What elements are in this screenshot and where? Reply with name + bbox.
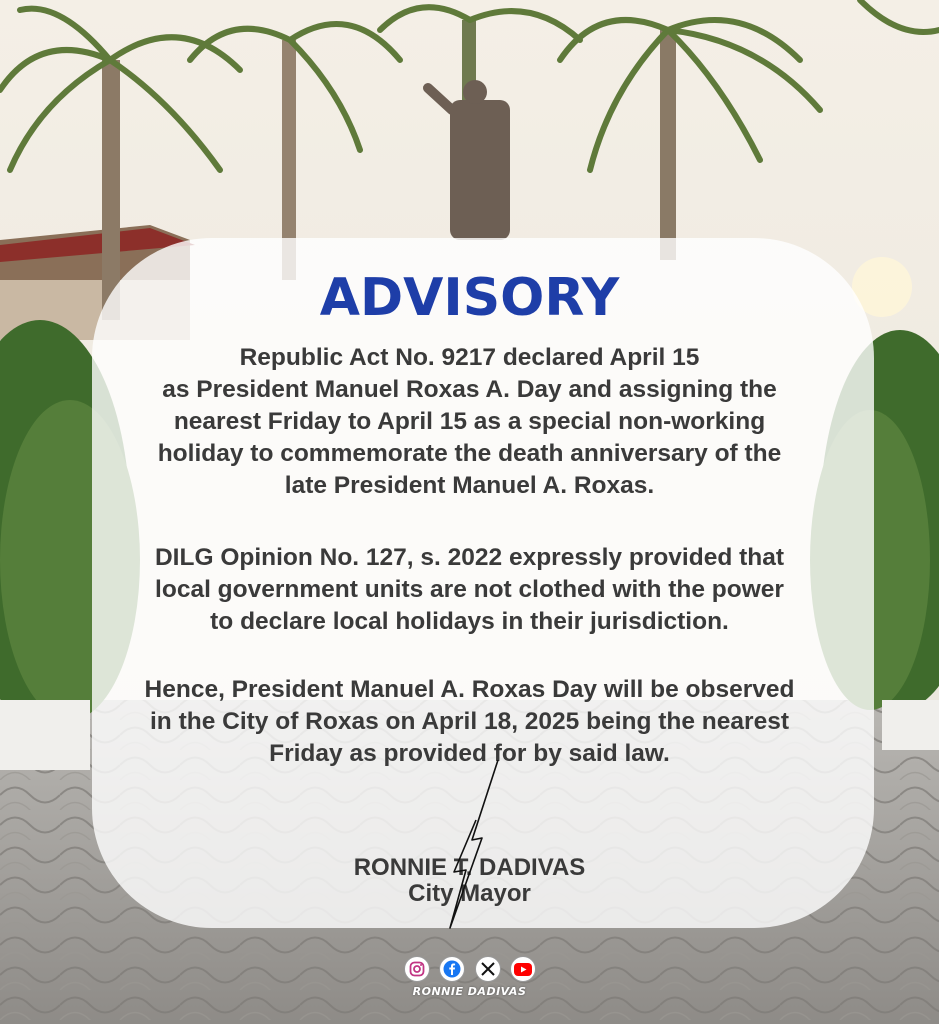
brand-name: RONNIE DADIVAS	[412, 985, 527, 998]
handwritten-signature	[430, 760, 510, 930]
paragraph-dilg-opinion	[100, 542, 839, 638]
social-links	[404, 954, 536, 984]
text-line: holiday to commemorate the death anniversary of the	[157, 440, 782, 467]
paragraph-observance	[100, 674, 839, 770]
text-line: Hence, President Manuel A. Roxas Day will be observed	[144, 676, 795, 703]
paragraph-republic-act	[100, 342, 839, 502]
text-line: Republic Act No. 9217 declared April 15	[239, 344, 700, 371]
text-line: Friday as provided for by said law.	[269, 740, 670, 767]
text-line: nearest Friday to April 15 as a special non-working	[173, 408, 766, 435]
x-icon[interactable]	[475, 956, 501, 982]
text-line: as President Manuel Roxas A. Day and assigning the	[162, 376, 777, 403]
instagram-icon[interactable]	[404, 956, 430, 982]
signatory-position: City Mayor	[408, 880, 531, 907]
advisory-title: ADVISORY	[319, 268, 620, 328]
text-line: local government units are not clothed with the power	[155, 576, 784, 603]
text-line: late President Manuel A. Roxas.	[284, 472, 655, 499]
text-line: to declare local holidays in their jurisdiction.	[210, 608, 729, 635]
text-line: DILG Opinion No. 127, s. 2022 expressly provided that	[154, 544, 785, 571]
signatory-name: RONNIE T. DADIVAS	[353, 854, 586, 881]
facebook-icon[interactable]	[439, 956, 465, 982]
youtube-icon[interactable]	[510, 956, 536, 982]
text-line: in the City of Roxas on April 18, 2025 being the nearest	[150, 708, 789, 735]
